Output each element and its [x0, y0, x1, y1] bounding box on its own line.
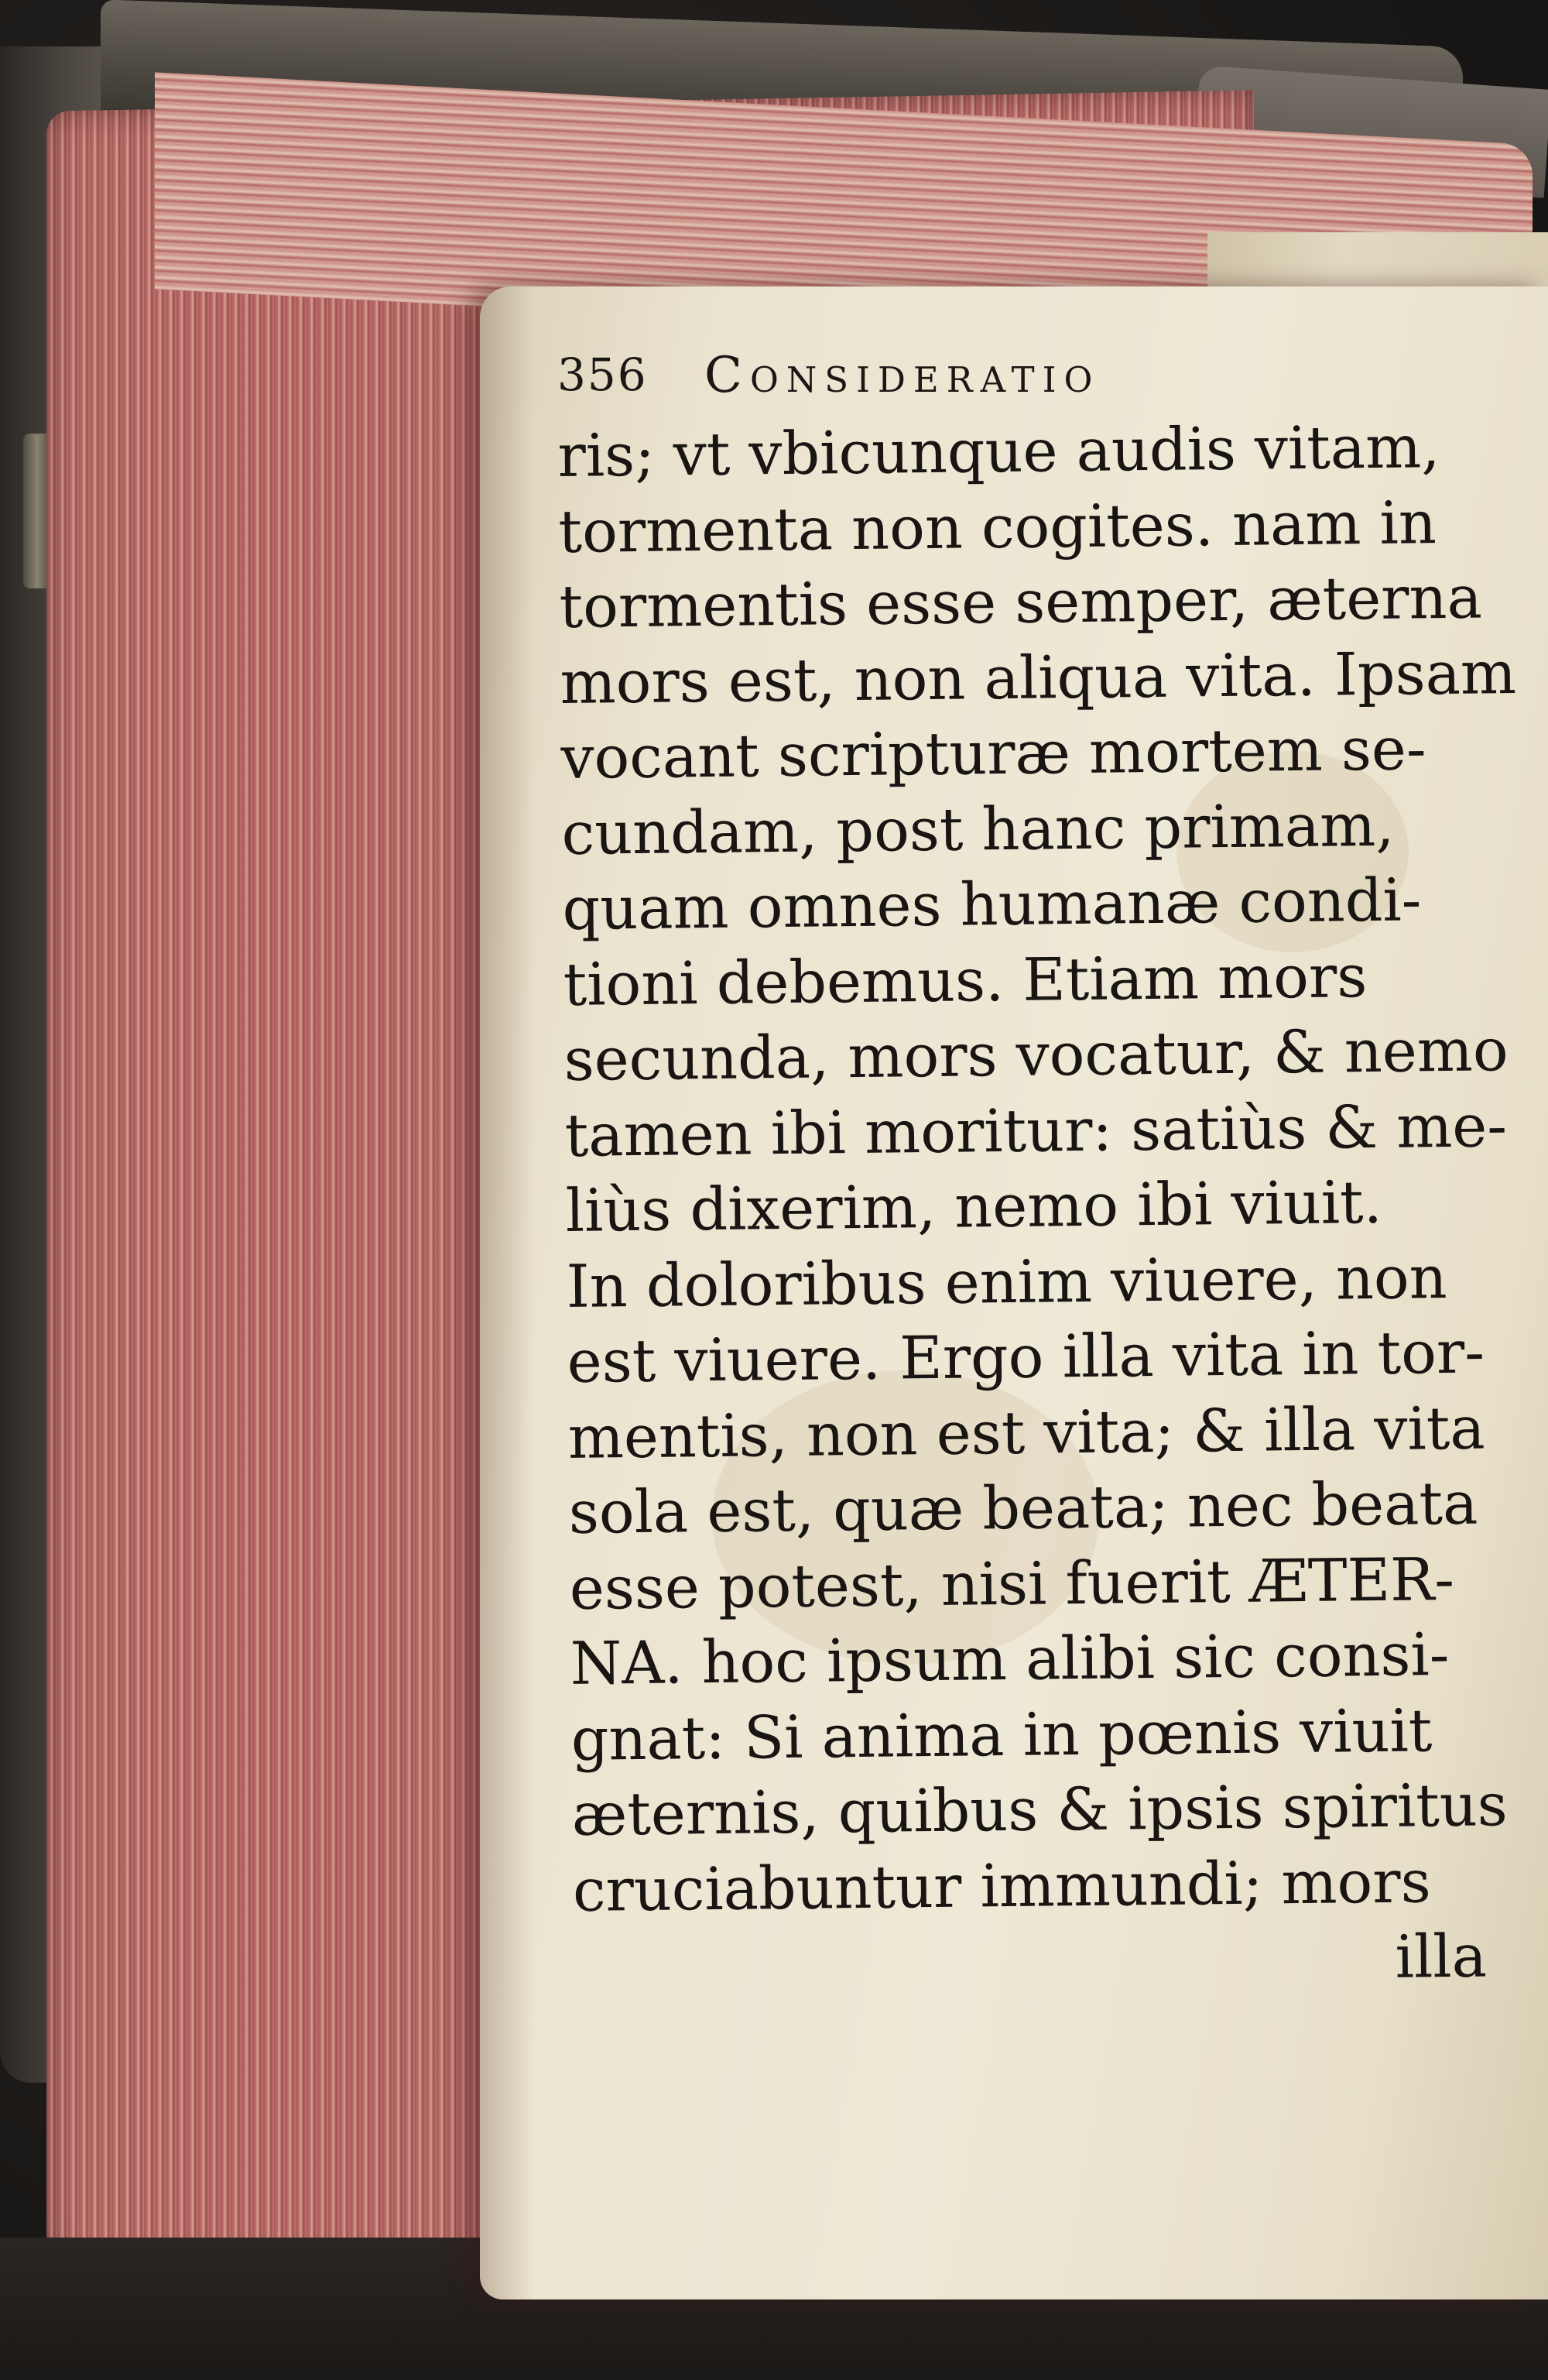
running-head: Consideratio [704, 347, 1101, 404]
text-line: est viuere. Ergo illa vita in tor- [567, 1317, 1485, 1396]
text-line: cruciabuntur immundi; mors [572, 1846, 1432, 1925]
text-line: tioni debemus. Etiam mors [563, 941, 1368, 1019]
body-text [557, 408, 1533, 2003]
text-line: mors est, non aliqua vita. Ipsam [560, 637, 1517, 717]
text-line: sola est, quæ beata; nec beata [568, 1468, 1478, 1547]
printed-page [480, 286, 1548, 2299]
text-line: NA. hoc ipsum alibi sic consi- [570, 1620, 1450, 1698]
page-header [557, 341, 1447, 410]
text-line: ris; vt vbicunque audis vitam, [557, 412, 1440, 490]
text-line: tormentis esse semper, æterna [559, 562, 1483, 641]
text-line: æternis, quibus & ipsis spiritus [571, 1770, 1509, 1849]
text-line: liùs dixerim, nemo ibi viuit. [565, 1167, 1383, 1245]
text-line: esse potest, nisi fuerit ÆTER- [569, 1544, 1455, 1623]
text-line: In doloribus enim viuere, non [566, 1242, 1448, 1321]
text-line: quam omnes humanæ condi- [562, 865, 1422, 943]
text-line: gnat: Si anima in pœnis viuit [570, 1695, 1433, 1774]
text-line: mentis, non est vita; & illa vita [567, 1393, 1485, 1472]
text-line: secunda, mors vocatur, & nemo [563, 1015, 1509, 1094]
text-line: cundam, post hanc primam, [561, 790, 1395, 868]
text-line: tormenta non cogites. nam in [558, 487, 1437, 566]
text-line: tamen ibi moritur: satiùs & me- [564, 1090, 1508, 1170]
text-line: vocant scripturæ mortem se- [560, 714, 1427, 792]
page-number: 356 [557, 348, 648, 401]
page-gutter-shadow [480, 286, 534, 2299]
catchword: illa [1395, 1921, 1488, 1991]
